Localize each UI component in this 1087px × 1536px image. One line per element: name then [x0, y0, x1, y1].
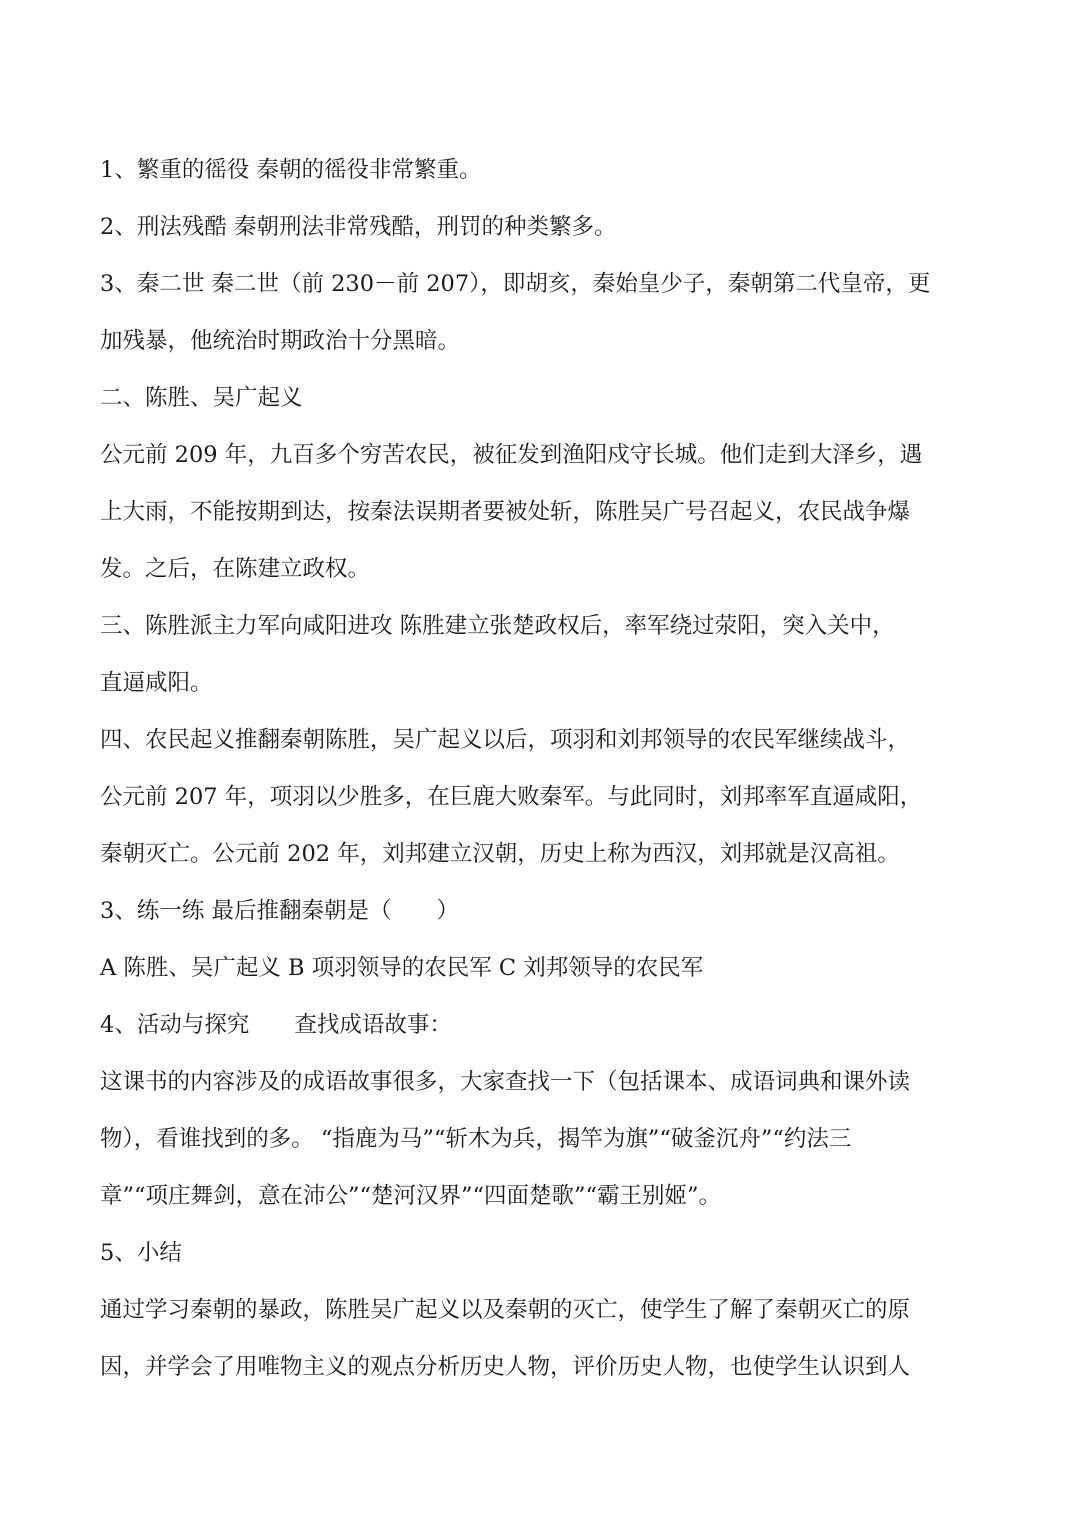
section-heading-4: 四、农民起义推翻秦朝陈胜，吴广起义以后，项羽和刘邦领导的农民军继续战斗， [100, 727, 911, 753]
exercise-question: 3、练一练 最后推翻秦朝是（ ） [100, 898, 459, 924]
text-line-8: 发。之后，在陈建立政权。 [100, 556, 371, 582]
text-line-6: 公元前 209 年，九百多个穷苦农民，被征发到渔阳戍守长城。他们走到大泽乡，遇 [100, 442, 923, 468]
text-line-3: 3、秦二世 秦二世（前 230－前 207），即胡亥，秦始皇少子，秦朝第二代皇帝，更 [100, 271, 931, 297]
text-line-13: 秦朝灭亡。公元前 202 年，刘邦建立汉朝，历史上称为西汉，刘邦就是汉高祖。 [100, 841, 900, 867]
section-heading-2: 二、陈胜、吴广起义 [100, 385, 303, 411]
text-line-1: 1、繁重的徭役 秦朝的徭役非常繁重。 [100, 157, 482, 183]
text-line-2: 2、刑法残酷 秦朝刑法非常残酷，刑罚的种类繁多。 [100, 214, 617, 240]
text-line-19: 章”“项庄舞剑，意在沛公”“楚河汉界”“四面楚歌”“霸王别姬”。 [100, 1183, 722, 1209]
text-line-12: 公元前 207 年，项羽以少胜多，在巨鹿大败秦军。与此同时，刘邦率军直逼咸阳， [100, 784, 923, 810]
activity-heading: 4、活动与探究 查找成语故事： [100, 1012, 452, 1038]
text-line-22: 因，并学会了用唯物主义的观点分析历史人物，评价历史人物，也使学生认识到人 [100, 1354, 911, 1380]
text-line-18: 物），看谁找到的多。 “指鹿为马”“斩木为兵，揭竿为旗”“破釜沉舟”“约法三 [100, 1126, 852, 1152]
summary-heading: 5、小结 [100, 1240, 182, 1266]
text-line-10: 直逼咸阳。 [100, 670, 213, 696]
exercise-options: A 陈胜、吴广起义 B 项羽领导的农民军 C 刘邦领导的农民军 [100, 955, 704, 981]
text-line-4: 加残暴，他统治时期政治十分黑暗。 [100, 328, 461, 354]
text-line-17: 这课书的内容涉及的成语故事很多，大家查找一下（包括课本、成语词典和课外读 [100, 1069, 911, 1095]
section-heading-3: 三、陈胜派主力军向咸阳进攻 陈胜建立张楚政权后，率军绕过荥阳，突入关中， [100, 613, 895, 639]
document-body [100, 142, 1000, 1396]
text-line-7: 上大雨，不能按期到达，按秦法误期者要被处斩，陈胜吴广号召起义，农民战争爆 [100, 499, 911, 525]
text-line-21: 通过学习秦朝的暴政，陈胜吴广起义以及秦朝的灭亡，使学生了解了秦朝灭亡的原 [100, 1297, 911, 1323]
